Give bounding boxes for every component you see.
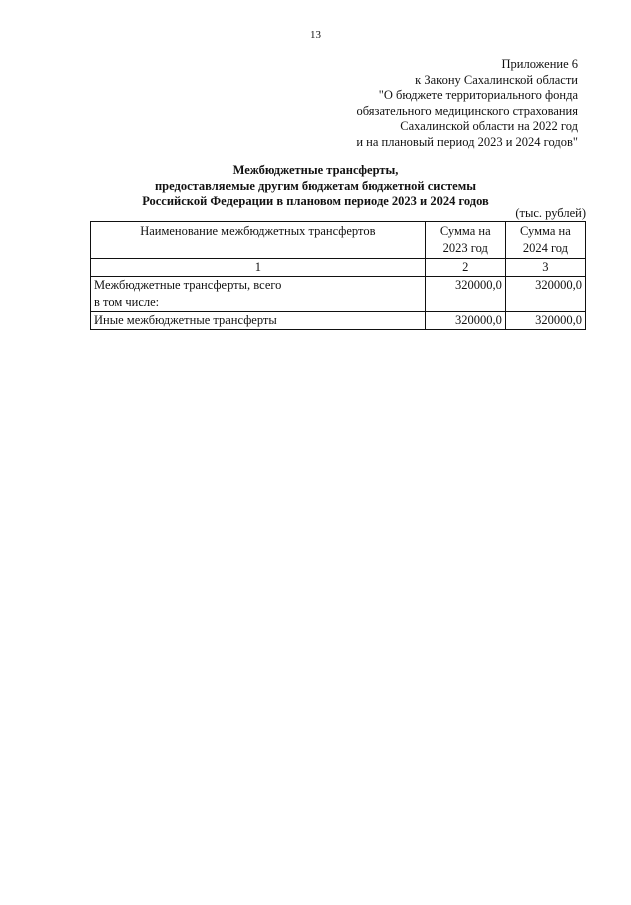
appendix-reference (258, 57, 578, 150)
row-sum-2023: 320000,0 (425, 277, 505, 312)
title-line: Межбюджетные трансферты, (232, 163, 399, 177)
header-sum-2024-line: Сумма на (520, 224, 571, 238)
title-line: предоставляемые другим бюджетам бюджетной системы (154, 178, 476, 193)
title-line: Российской Федерации в плановом периоде 2023 и 2024 годов (142, 194, 489, 208)
appendix-line: Приложение 6 (501, 57, 578, 71)
row-sum-2023: 320000,0 (425, 312, 505, 330)
column-index: 2 (425, 259, 505, 277)
appendix-line: "О бюджете территориального фонда (378, 88, 578, 102)
column-index: 1 (91, 259, 426, 277)
appendix-line: обязательного медицинского страхования (356, 103, 578, 118)
page-number: 13 (310, 29, 321, 41)
header-sum-2024 (505, 222, 585, 259)
row-name-line: в том числе: (94, 295, 160, 309)
transfers-table (90, 221, 586, 330)
column-index: 3 (505, 259, 585, 277)
column-index-row (91, 259, 586, 277)
row-sum-2024: 320000,0 (505, 312, 585, 330)
units-note: (тыс. рублей) (515, 206, 586, 220)
row-name-line: Межбюджетные трансферты, всего (94, 278, 282, 292)
table-row (91, 277, 586, 312)
row-name (91, 277, 426, 312)
table-header-row (91, 222, 586, 259)
appendix-line: и на плановый период 2023 и 2024 годов" (356, 134, 578, 149)
header-name: Наименование межбюджетных трансфертов (91, 222, 426, 259)
table-row (91, 312, 586, 330)
row-sum-2024: 320000,0 (505, 277, 585, 312)
appendix-line: Сахалинской области на 2022 год (400, 119, 578, 133)
header-sum-2023-line: 2023 год (442, 241, 488, 255)
header-sum-2023 (425, 222, 505, 259)
document-title (0, 163, 631, 210)
header-sum-2024-line: 2024 год (522, 241, 569, 255)
appendix-line: к Закону Сахалинской области (415, 72, 578, 87)
row-name (91, 312, 426, 330)
header-sum-2023-line: Сумма на (439, 224, 491, 238)
row-name-line: Иные межбюджетные трансферты (94, 313, 277, 327)
